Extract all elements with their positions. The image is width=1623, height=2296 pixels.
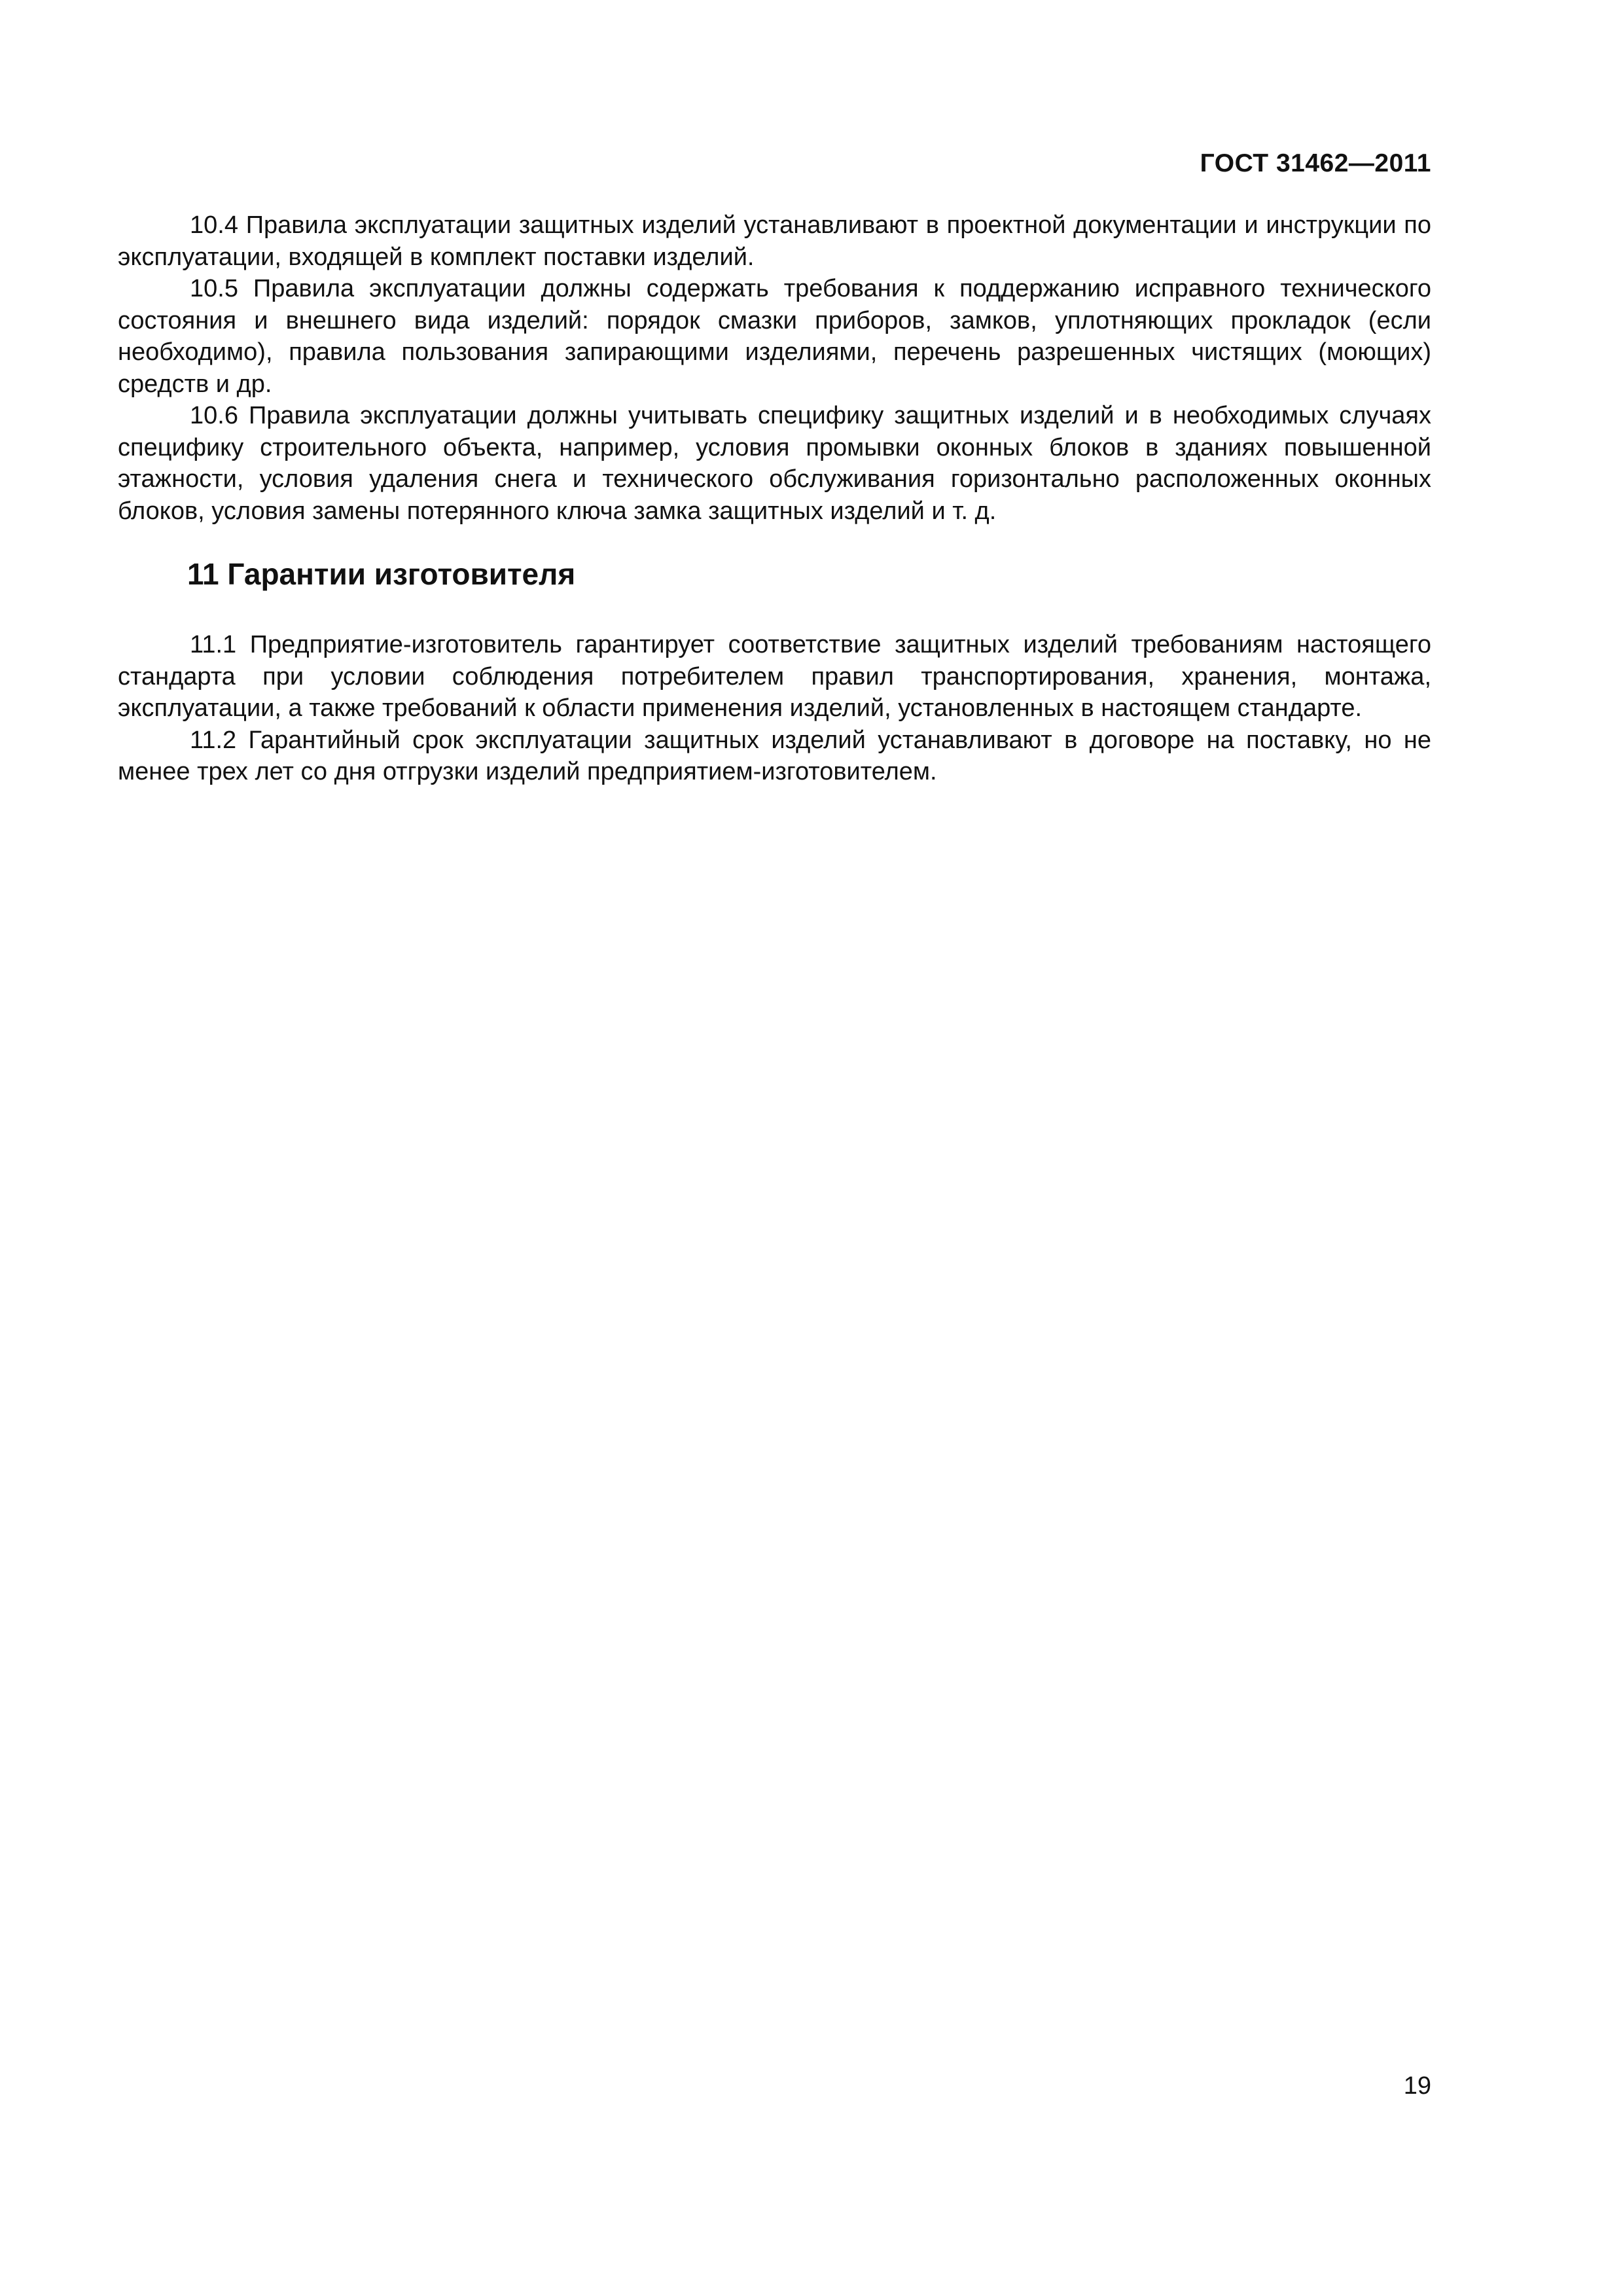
- paragraph-10-4: 10.4 Правила эксплуатации защитных изделий устанавливают в проектной документации и инструкции по эксплуатации, входящей в комплект поставки изделий.: [118, 211, 1431, 271]
- paragraph-11-1: 11.1 Предприятие-изготовитель гарантирует соответствие защитных изделий требованиям настоящего стандарта при условии соблюдения потребителем правил транспортирования, хранения, монтажа, эксплуатации, а также требований к области применения изделий, установленных в настоящем стандарте.: [118, 631, 1431, 722]
- section-11-title: 11 Гарантии изготовителя: [187, 557, 576, 591]
- paragraph-10-5: 10.5 Правила эксплуатации должны содержать требования к поддержанию исправного технического состояния и внешнего вида изделий: порядок смазки приборов, замков, уплотняющих прокладок (если необходимо), правила пользования запирающими изделиями, перечень разрешенных чистящих (моющих) средств и др.: [118, 275, 1431, 398]
- paragraph-11-2: 11.2 Гарантийный срок эксплуатации защитных изделий устанавливают в договоре на поставку, но не менее трех лет со дня отгрузки изделий предприятием-изготовителем.: [118, 726, 1431, 785]
- paragraph-10-6: 10.6 Правила эксплуатации должны учитывать специфику защитных изделий и в необходимых случаях специфику строительного объекта, например, условия промывки оконных блоков в зданиях повышенной этажности, условия удаления снега и технического обслуживания горизонтально расположенных оконных блоков, условия замены потерянного ключа замка защитных изделий и т. д.: [118, 402, 1431, 525]
- page-number: 19: [1403, 2072, 1431, 2100]
- document-body: [118, 209, 1431, 788]
- document-code-header: ГОСТ 31462—2011: [1200, 149, 1431, 177]
